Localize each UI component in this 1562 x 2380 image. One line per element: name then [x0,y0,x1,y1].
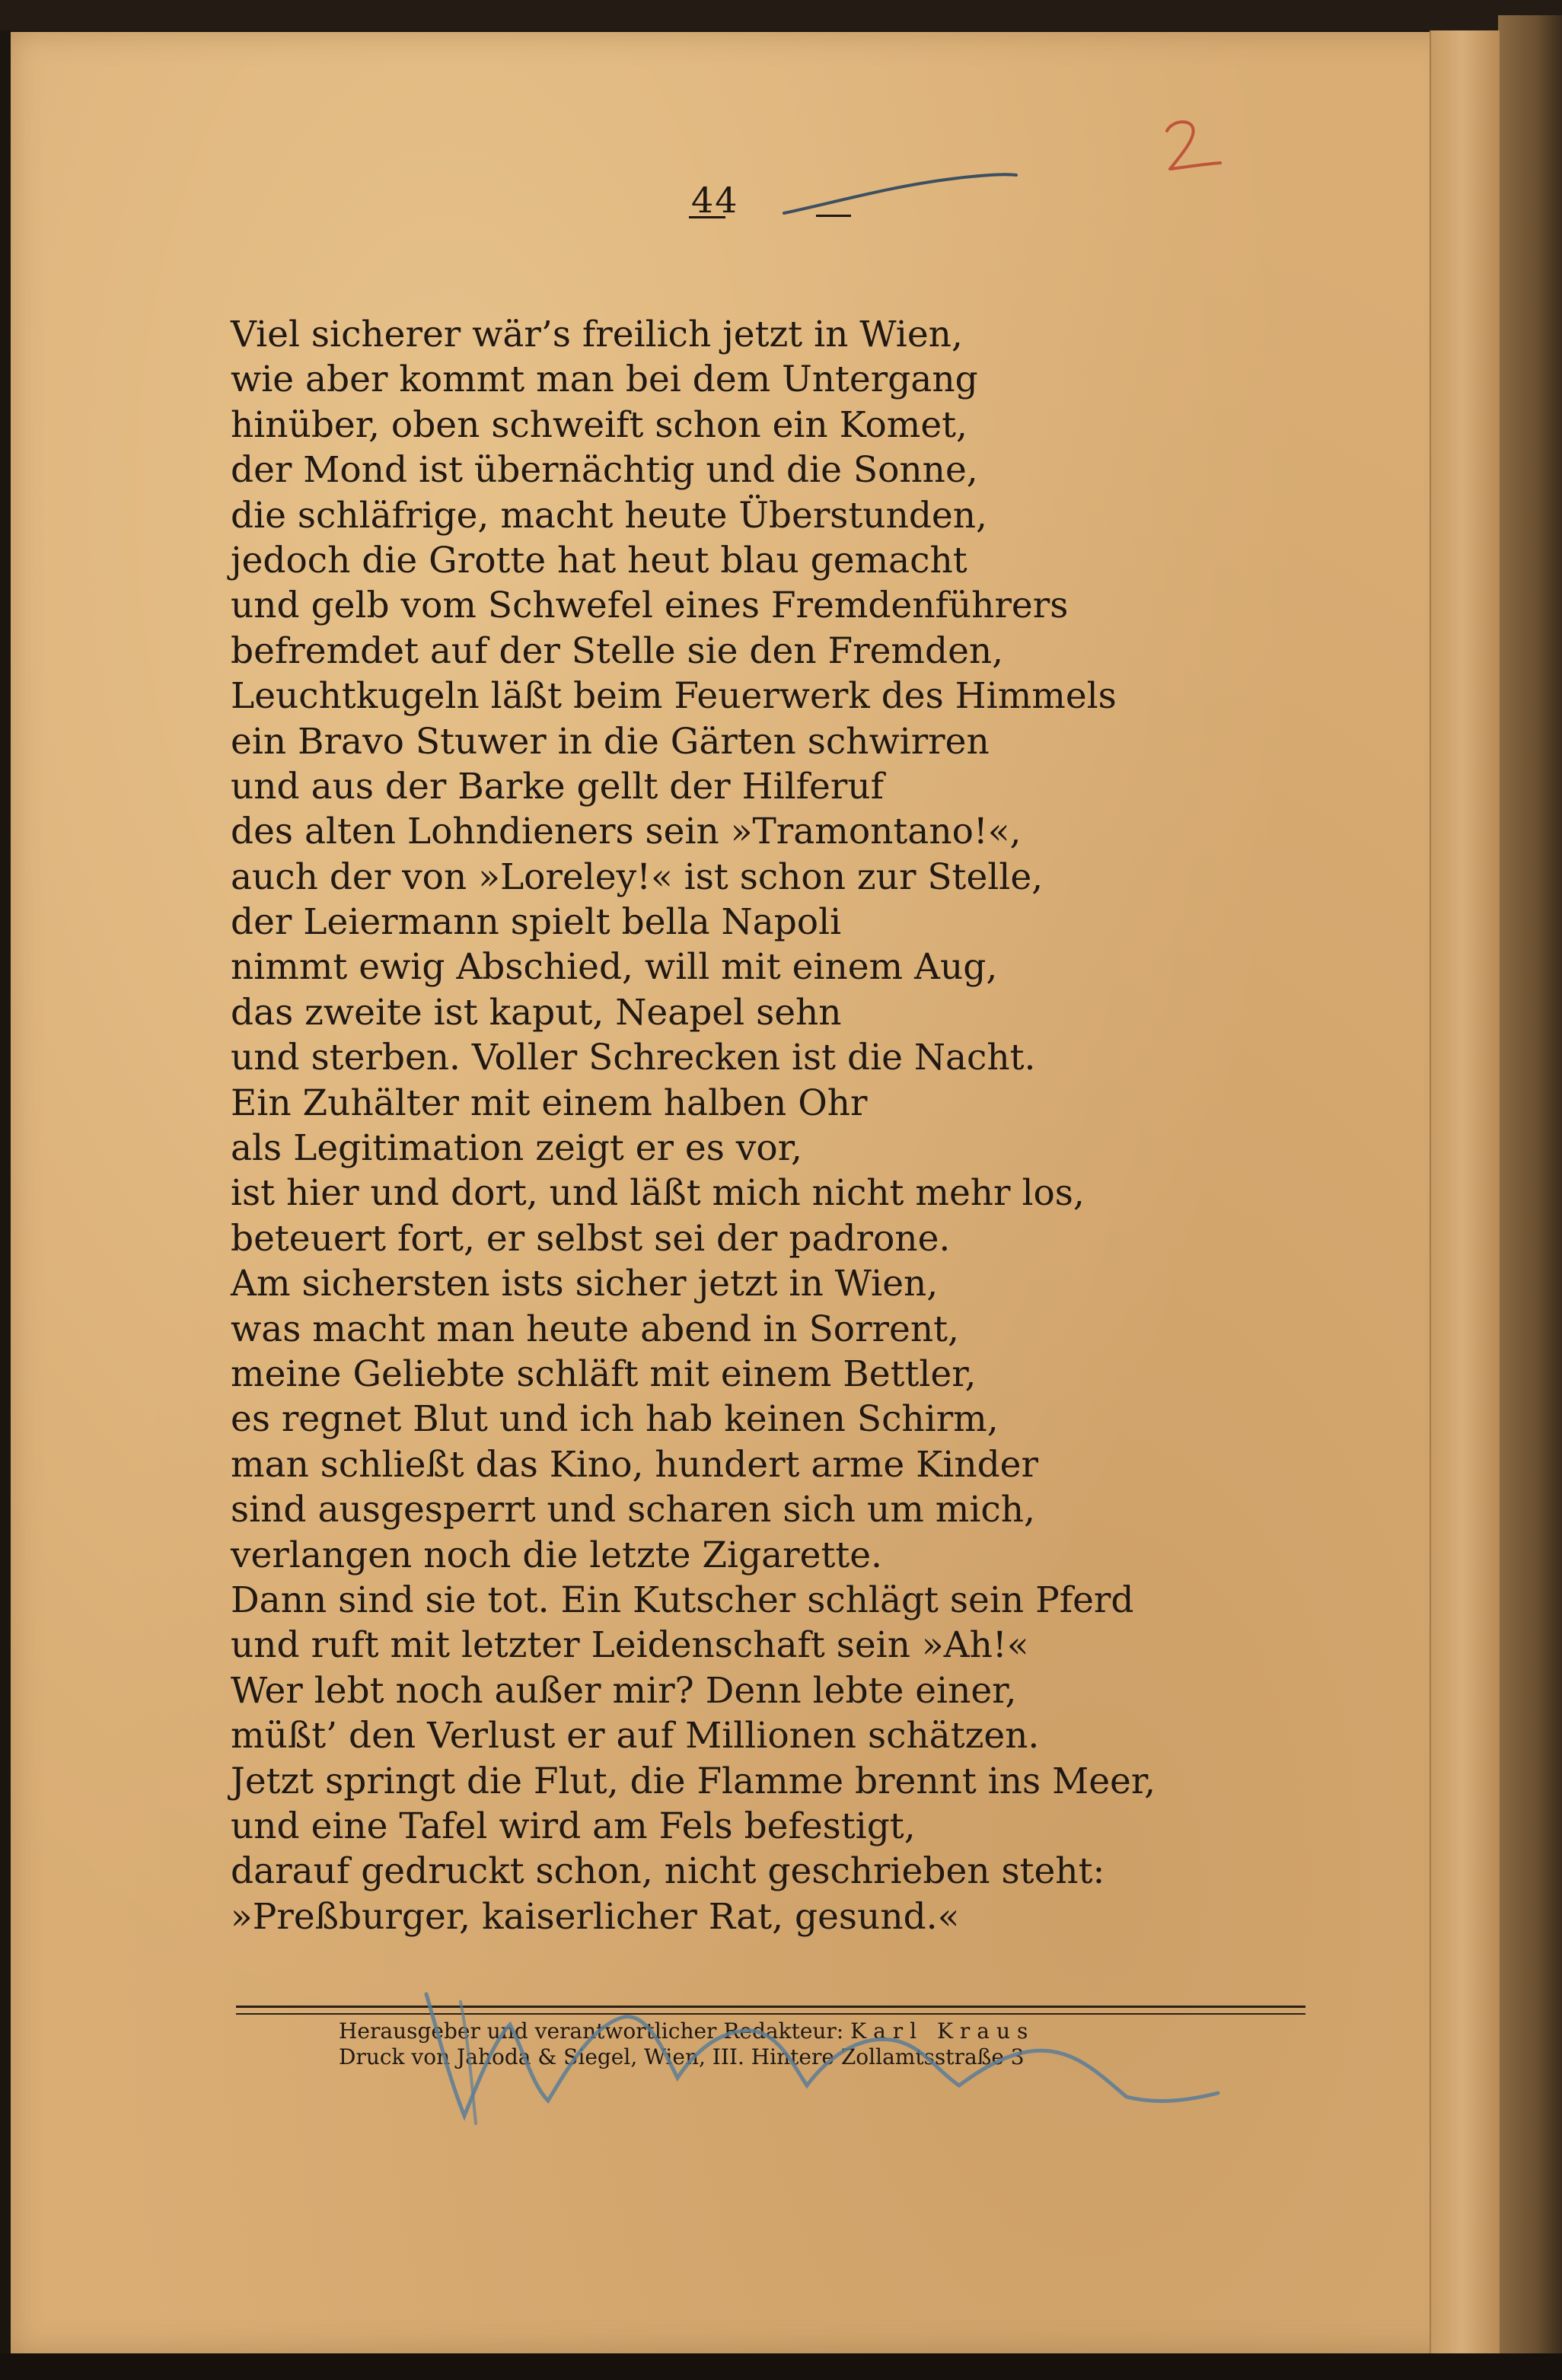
poem-line: Am sichersten ists sicher jetzt in Wien, [231,1263,939,1305]
poem-line: darauf gedruckt schon, nicht geschrieben steht: [231,1850,1105,1893]
poem-line: Viel sicherer wär’s freilich jetzt in Wien, [231,314,963,355]
poem-line: hinüber, oben schweift schon ein Komet, [231,403,967,446]
page-number: 44 [691,180,739,221]
poem-line: es regnet Blut und ich hab keinen Schirm, [231,1398,999,1441]
poem-line: meine Geliebte schläft mit einem Bettler, [231,1352,977,1395]
poem-line: wie aber kommt man bei dem Untergang [231,358,978,401]
poem-line: des alten Lohndieners sein »Tramontano!«, [231,811,1022,853]
poem-line: und aus der Barke gellt der Hilferuf [231,765,884,808]
poem-line: man schließt das Kino, hundert arme Kinder [231,1443,1038,1486]
poem-text [231,312,1334,1939]
poem-line: und sterben. Voller Schrecken ist die Nacht. [231,1037,1036,1079]
ink-signature [396,1971,1248,2139]
poem-line: verlangen noch die letzte Zigarette. [231,1534,882,1576]
poem-line: Dann sind sie tot. Ein Kutscher schlägt sein Pferd [231,1579,1134,1621]
imprint-editor-name: Karl Kraus [850,2018,1035,2044]
poem-line: was macht man heute abend in Sorrent, [231,1308,959,1350]
imprint-editor-label: Herausgeber und verantwortlicher Redakteur: [339,2018,844,2044]
poem-line: Leuchtkugeln läßt beim Feuerwerk des Himmels [231,675,1117,718]
poem-line: und eine Tafel wird am Fels befestigt, [231,1805,916,1847]
poem-line: »Preßburger, kaiserlicher Rat, gesund.« [231,1895,960,1938]
book-spine-strip [1430,30,1500,2359]
poem-line: beteuert fort, er selbst sei der padrone. [231,1217,951,1260]
pencil-stroke-mark [776,160,1020,228]
poem-line: nimmt ewig Abschied, will mit einem Aug, [231,946,998,989]
poem-line: der Mond ist übernächtig und die Sonne, [231,449,978,492]
handwritten-page-mark [1153,114,1229,183]
book-binding-back [1498,15,1562,2380]
poem-line: die schläfrige, macht heute Überstunden, [231,494,987,537]
poem-line: Wer lebt noch außer mir? Denn lebte einer, [231,1669,1017,1712]
poem-line: Jetzt springt die Flut, die Flamme brennt ins Meer, [231,1760,1156,1802]
poem-line: befremdet auf der Stelle sie den Fremden, [231,629,1004,672]
poem-line: der Leiermann spielt bella Napoli [231,901,842,944]
poem-line: müßt’ den Verlust er auf Millionen schätzen. [231,1715,1040,1757]
poem-line: ein Bravo Stuwer in die Gärten schwirren [231,720,990,763]
poem-line: sind ausgesperrt und scharen sich um mich, [231,1489,1035,1531]
imprint-printer-line: Druck von Jahoda & Siegel, Wien, III. Hintere Zollamtsstraße 3 [339,2044,1025,2069]
poem-line: jedoch die Grotte hat heut blau gemacht [231,539,967,581]
scan-top-edge [0,0,1562,30]
poem-line: das zweite ist kaput, Neapel sehn [231,991,842,1034]
poem-line: und gelb vom Schwefel eines Fremdenführers [231,585,1069,627]
poem-line: und ruft mit letzter Leidenschaft sein »Ah!« [231,1624,1029,1667]
scan-bottom-edge [0,2353,1562,2380]
poem-line: als Legitimation zeigt er es vor, [231,1127,802,1170]
poem-line: ist hier und dort, und läßt mich nicht mehr los, [231,1172,1085,1215]
poem-line: Ein Zuhälter mit einem halben Ohr [231,1082,868,1124]
poem-line: auch der von »Loreley!« ist schon zur Stelle, [231,855,1044,898]
